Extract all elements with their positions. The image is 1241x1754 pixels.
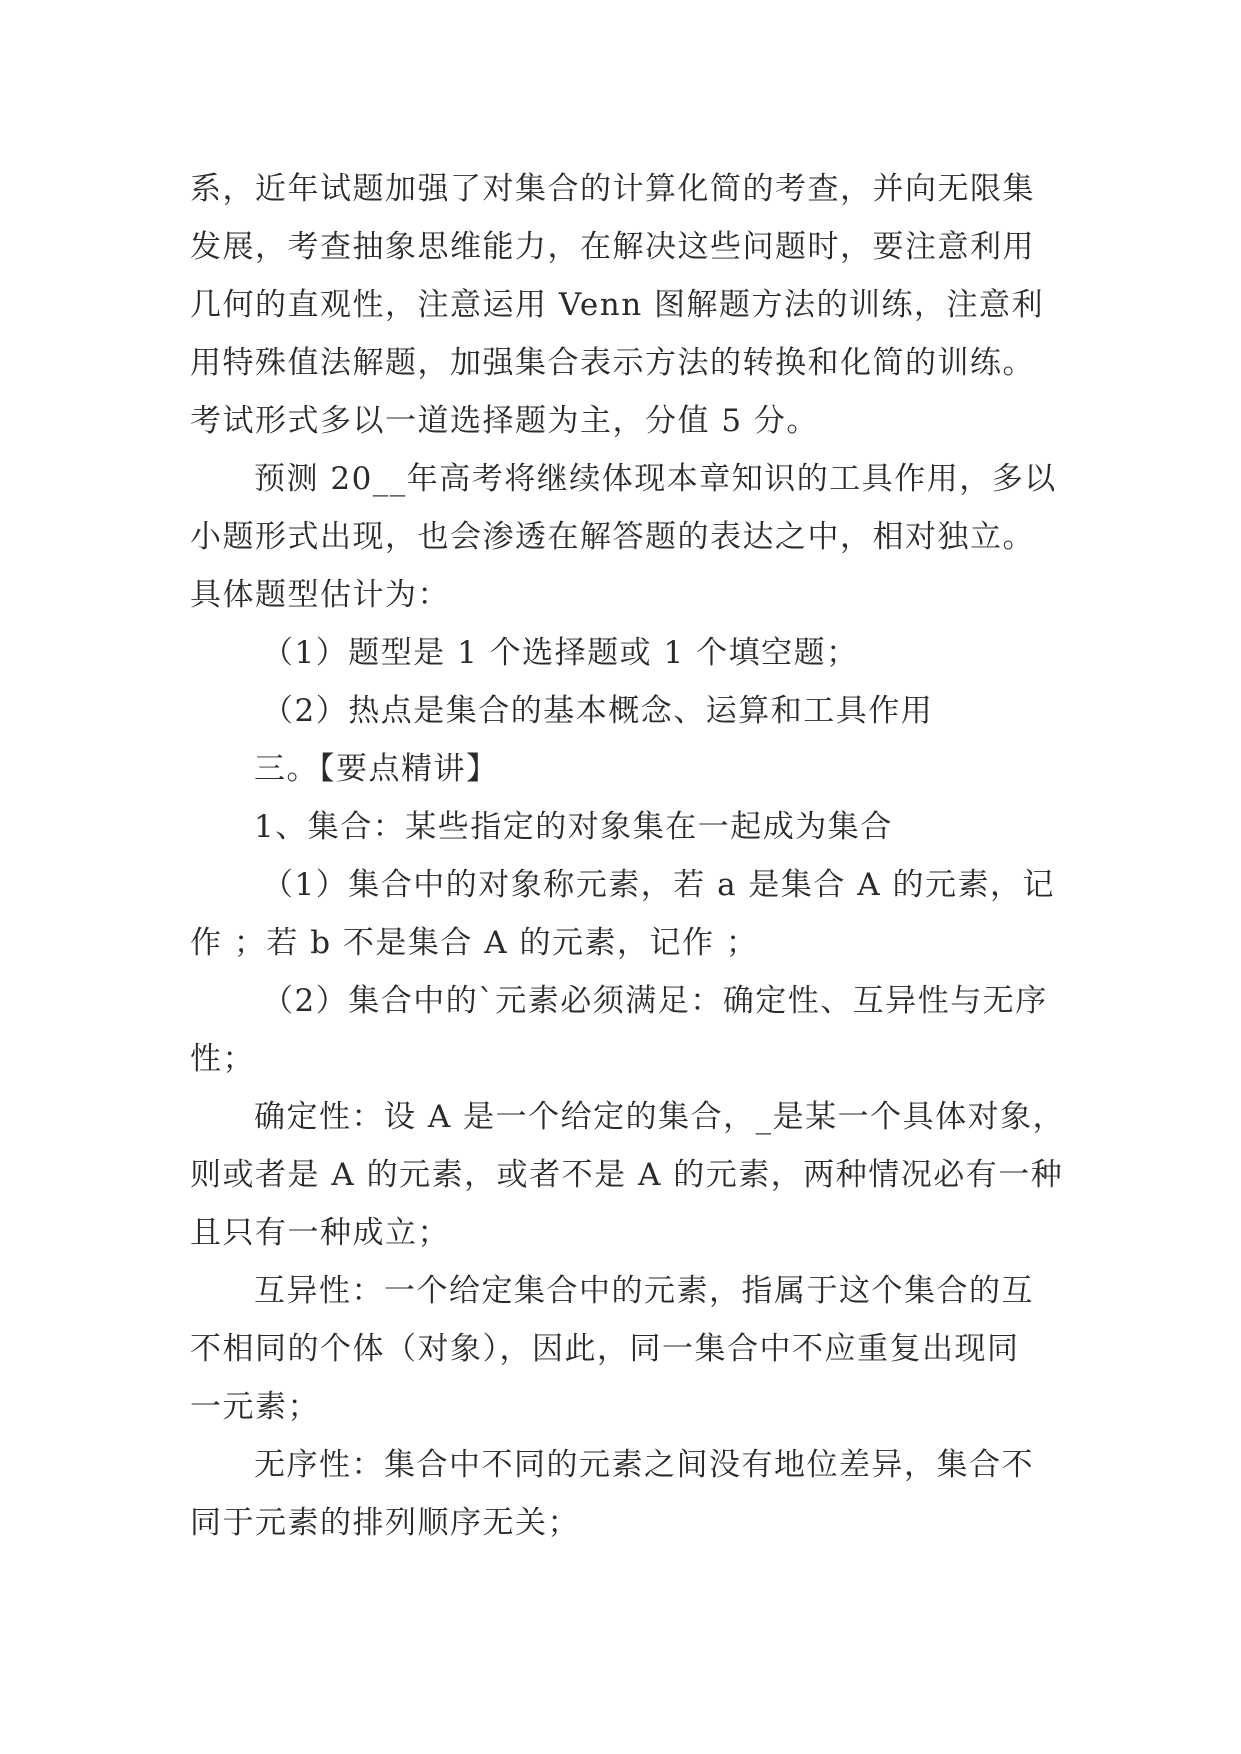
paragraph-line: 不相同的个体（对象），因此，同一集合中不应重复出现同: [190, 1331, 1020, 1367]
list-item: （2）热点是集合的基本概念、运算和工具作用: [262, 693, 934, 729]
section-heading: 三。【要点精讲】: [254, 751, 499, 787]
paragraph-line: 具体题型估计为：: [190, 577, 450, 613]
paragraph-line: （2）集合中的`元素必须满足：确定性、互异性与无序: [262, 983, 1048, 1019]
paragraph-line: 预测 20__年高考将继续体现本章知识的工具作用，多以: [254, 461, 1057, 497]
paragraph-line: 且只有一种成立；: [190, 1215, 450, 1251]
paragraph-line: 几何的直观性，注意运用 Venn 图解题方法的训练，注意利: [190, 287, 1045, 323]
paragraph-line: 考试形式多以一道选择题为主，分值 5 分。: [190, 403, 819, 439]
paragraph-line: 作 ；若 b 不是集合 A 的元素，记作 ；: [190, 925, 759, 961]
paragraph-line: 用特殊值法解题，加强集合表示方法的转换和化简的训练。: [190, 345, 1035, 381]
document-body: [190, 160, 1070, 1552]
paragraph-line: 一元素；: [190, 1389, 320, 1425]
paragraph-line: 无序性：集合中不同的元素之间没有地位差异，集合不: [254, 1447, 1034, 1483]
paragraph-line: 性；: [190, 1041, 255, 1077]
definition-heading: 1、集合：某些指定的对象集在一起成为集合: [254, 809, 893, 845]
paragraph-line: （1）集合中的对象称元素，若 a 是集合 A 的元素，记: [262, 867, 1056, 903]
paragraph-line: 确定性：设 A 是一个给定的集合，_是某一个具体对象，: [254, 1099, 1066, 1135]
paragraph-line: 则或者是 A 的元素，或者不是 A 的元素，两种情况必有一种: [190, 1157, 1064, 1193]
paragraph-line: 系，近年试题加强了对集合的计算化简的考查，并向无限集: [190, 171, 1035, 207]
list-item: （1）题型是 1 个选择题或 1 个填空题；: [262, 635, 859, 671]
paragraph-line: 发展，考查抽象思维能力，在解决这些问题时，要注意利用: [190, 229, 1035, 265]
paragraph-line: 互异性：一个给定集合中的元素，指属于这个集合的互: [254, 1273, 1034, 1309]
paragraph-line: 同于元素的排列顺序无关；: [190, 1505, 580, 1541]
paragraph-line: 小题形式出现，也会渗透在解答题的表达之中，相对独立。: [190, 519, 1035, 555]
